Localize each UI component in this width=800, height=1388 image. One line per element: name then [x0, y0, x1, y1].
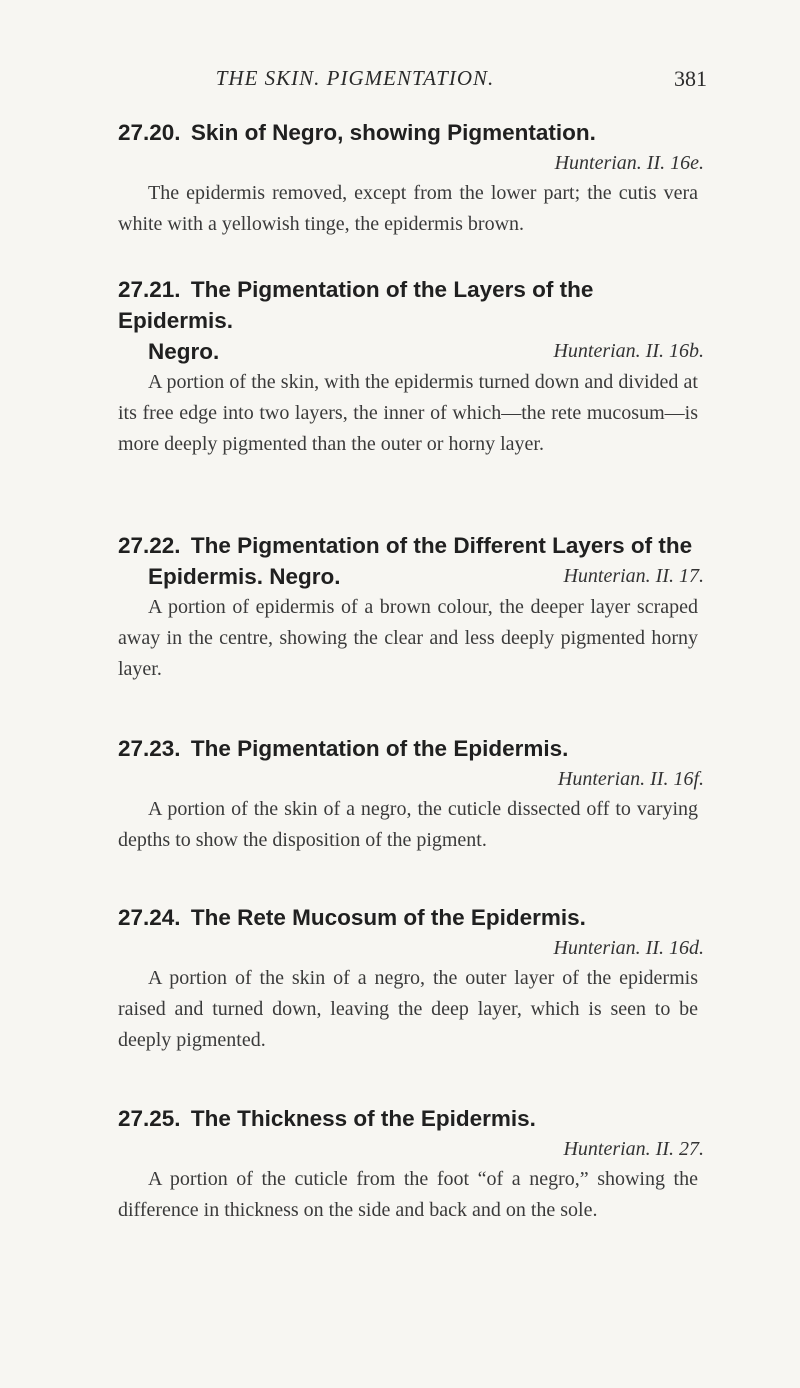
entry-title: The Pigmentation of the Different Layers of the	[190, 533, 693, 558]
entry-heading	[118, 902, 700, 933]
entry-number: 27.22.	[118, 533, 181, 558]
entry-heading	[118, 733, 700, 764]
entry-source: Hunterian. II. 16d.	[553, 937, 704, 959]
entry-number: 27.25.	[118, 1106, 181, 1131]
entry-title: The Pigmentation of the Layers of the Epidermis.	[118, 277, 594, 333]
entry-number: 27.23.	[118, 736, 181, 761]
catalogue-entry	[0, 1103, 800, 1226]
entry-heading	[118, 117, 700, 148]
entry-source: Hunterian. II. 27.	[563, 1138, 704, 1160]
entry-number: 27.20.	[118, 120, 181, 145]
entry-source: Hunterian. II. 16b.	[553, 340, 704, 362]
entry-title-cont-text: Negro.	[148, 339, 220, 364]
entry-description: A portion of the skin of a negro, the outer layer of the epidermis raised and turned down, leaving the deep layer, which is seen to be deeply pigmented.	[118, 967, 698, 1051]
catalogue-entry	[0, 530, 800, 685]
entry-number: 27.24.	[118, 905, 181, 930]
entry-source: Hunterian. II. 16f.	[557, 768, 704, 790]
entry-heading	[118, 530, 704, 592]
entry-title-cont-text: Epidermis. Negro.	[148, 564, 341, 589]
entry-description: A portion of the cuticle from the foot “of a negro,” showing the difference in thickness on the side and back and on the sole.	[118, 1168, 698, 1221]
running-header	[0, 66, 800, 96]
entry-description: A portion of the skin of a negro, the cuticle dissected off to varying depths to show the disposition of the pigment.	[118, 798, 698, 851]
entry-title: The Thickness of the Epidermis.	[190, 1106, 536, 1131]
entry-source: Hunterian. II. 17.	[563, 565, 704, 587]
entry-description: The epidermis removed, except from the lower part; the cutis vera white with a yellowish tinge, the epidermis brown.	[118, 182, 698, 235]
entry-heading	[118, 274, 704, 367]
entry-number: 27.21.	[118, 277, 181, 302]
entry-heading	[118, 1103, 700, 1134]
entry-title: Skin of Negro, showing Pigmentation.	[190, 120, 596, 145]
page-number: 381	[674, 66, 707, 91]
entry-description: A portion of the skin, with the epidermis turned down and divided at its free edge into two layers, the inner of which—the rete mucosum—is more deeply pigmented than the outer or horny layer.	[118, 371, 698, 455]
catalogue-entry	[0, 274, 800, 460]
catalogue-entry	[0, 902, 800, 1056]
entry-title-continuation	[148, 561, 704, 592]
entry-description: A portion of epidermis of a brown colour, the deeper layer scraped away in the centre, showing the clear and less deeply pigmented horny layer.	[118, 596, 698, 680]
entry-title: The Rete Mucosum of the Epidermis.	[190, 905, 586, 930]
entry-title-continuation	[148, 336, 704, 367]
entry-source: Hunterian. II. 16e.	[554, 152, 704, 174]
catalogue-entry	[0, 117, 800, 240]
entry-title: The Pigmentation of the Epidermis.	[190, 736, 569, 761]
running-title: THE SKIN. PIGMENTATION.	[215, 66, 495, 90]
catalogue-entry	[0, 733, 800, 856]
